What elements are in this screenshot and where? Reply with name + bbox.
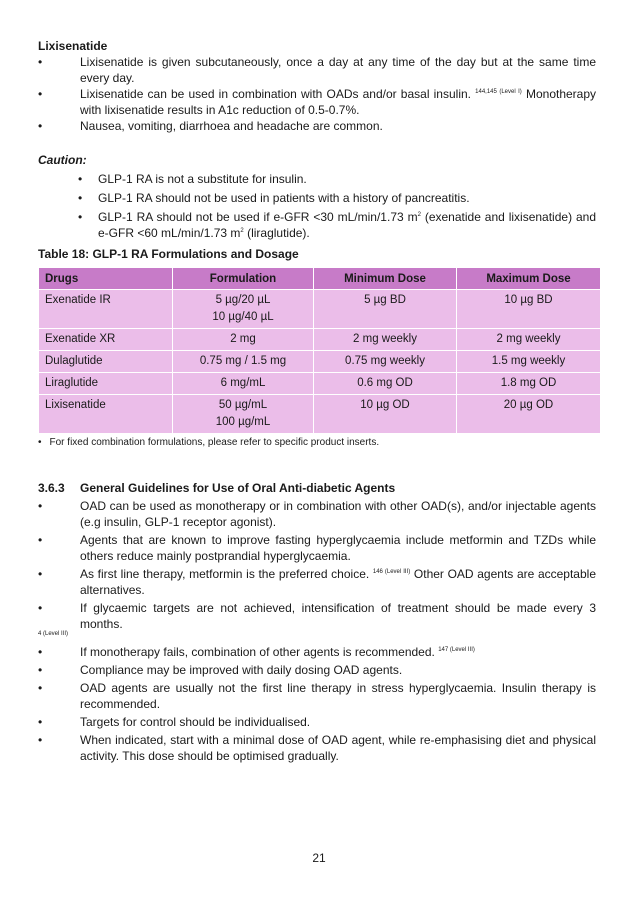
min-dose-cell: 5 µg BD [314,290,457,329]
drug-cell: Lixisenatide [39,395,173,434]
drug-cell: Dulaglutide [39,351,173,373]
section-heading [38,480,596,496]
max-dose-cell: 2 mg weekly [457,329,601,351]
bullet-icon: • [38,87,43,101]
list-item: • OAD agents are usually not the first line therapy in stress hyperglycaemia. Insulin therapy is recommended. [38,681,596,711]
dosage-table [38,267,601,434]
section-title: General Guidelines for Use of Oral Anti-diabetic Agents [80,481,396,495]
list-item: • Lixisenatide can be used in combination with OADs and/or basal insulin. $^{144,145 (Level I)}$ Monotherapy with lixisenatide results in A1c reduction of 0.5-0.7%. [38,87,597,117]
list-item: • When indicated, start with a minimal dose of OAD agent, while re-emphasising diet and physical activity. This dose should be optimised gradually. [38,733,596,763]
drug-cell: Exenatide XR [39,329,173,351]
list-item: • As first line therapy, metformin is the preferred choice. $^{146 (Level III)}$ Other OAD agents are acceptable alternatives. [38,567,596,597]
bullet-icon: • [38,55,43,69]
page-number: 21 [312,851,326,865]
reference-superscript: 147 (Level III) [438,647,475,653]
column-header: Formulation [173,268,314,290]
oad-guidelines-section [38,480,596,764]
drug-cell: Liraglutide [39,373,173,395]
list-item: • GLP-1 RA is not a substitute for insulin. [78,172,307,186]
table-row [39,373,601,395]
bullet-icon: • [38,437,42,448]
min-dose-cell: 10 µg OD [314,395,457,434]
min-dose-cell: 0.75 mg weekly [314,351,457,373]
bullet-icon: • [38,119,43,133]
bullet-icon: • [38,645,43,659]
bullet-icon: • [38,601,43,615]
column-header: Minimum Dose [314,268,457,290]
list-item: • Targets for control should be individualised. [38,715,311,729]
formulation-cell: 0.75 mg / 1.5 mg [173,351,314,373]
formulation-cell: 6 mg/mL [173,373,314,395]
list-item: • GLP-1 RA should not be used if e-GFR <30 mL/min/1.73 $m^2$ (exenatide and lixisenatide) and e-GFR <60 mL/min/1.73 $m^2$ (liraglutide). [78,210,597,240]
bullet-icon: • [38,663,43,677]
table-title: Table 18: GLP-1 RA Formulations and Dosage [38,247,299,261]
reference-subscript: 4 (Level III) [38,631,69,637]
bullet-icon: • [38,681,43,695]
min-dose-cell: 0.6 mg OD [314,373,457,395]
table-row [39,351,601,373]
max-dose-cell: 1.5 mg weekly [457,351,601,373]
list-item: • Compliance may be improved with daily dosing OAD agents. [38,663,403,677]
list-item: • GLP-1 RA should not be used in patients with a history of pancreatitis. [78,191,470,205]
table-row [39,395,601,434]
list-item: • Nausea, vomiting, diarrhoea and headache are common. [38,119,383,133]
drug-cell: Exenatide IR [39,290,173,329]
caution-title: Caution: [38,153,87,167]
list-item: • If monotherapy fails, combination of other agents is recommended. $^{147 (Level III)}$ [38,645,475,659]
lixisenatide-heading: Lixisenatide [38,39,108,53]
list-item: • Agents that are known to improve fasting hyperglycaemia include metformin and TZDs while others reduce mainly postprandial hyperglycaemia. [38,533,596,563]
section-number: 3.6.3 [38,481,65,495]
max-dose-cell: 1.8 mg OD [457,373,601,395]
reference-superscript: 146 (Level III) [372,569,411,575]
table-row [39,290,601,329]
formulation-cell: 5 µg/20 µL 10 µg/40 µL [173,290,314,329]
table-row [39,329,601,351]
max-dose-cell: 20 µg OD [457,395,601,434]
bullet-icon: • [38,567,43,581]
formulation-cell: 50 µg/mL 100 µg/mL [173,395,314,434]
bullet-icon: • [38,715,43,729]
column-header: Maximum Dose [457,268,601,290]
list-item: • OAD can be used as monotherapy or in combination with other OAD(s), and/or injectable agents (e.g insulin, GLP-1 receptor agonist). [38,499,596,529]
table-header-row [39,268,601,290]
bullet-icon: • [38,533,43,547]
max-dose-cell: 10 µg BD [457,290,601,329]
bullet-icon: • [78,172,83,186]
table-footnote: • For fixed combination formulations, please refer to specific product inserts. [38,437,380,448]
caution-section [38,152,596,241]
bullet-icon: • [78,210,83,224]
bullet-icon: • [38,733,43,747]
column-header: Drugs [39,268,173,290]
reference-superscript: 144,145 (Level I) [475,89,522,95]
list-item: • Lixisenatide is given subcutaneously, once a day at any time of the day but at the same time every day. [38,55,596,85]
lixisenatide-section [38,38,596,134]
bullet-icon: • [38,499,43,513]
list-item: • If glycaemic targets are not achieved, intensification of treatment should be made every 3 months. [38,601,596,631]
min-dose-cell: 2 mg weekly [314,329,457,351]
formulation-cell: 2 mg [173,329,314,351]
bullet-icon: • [78,191,83,205]
